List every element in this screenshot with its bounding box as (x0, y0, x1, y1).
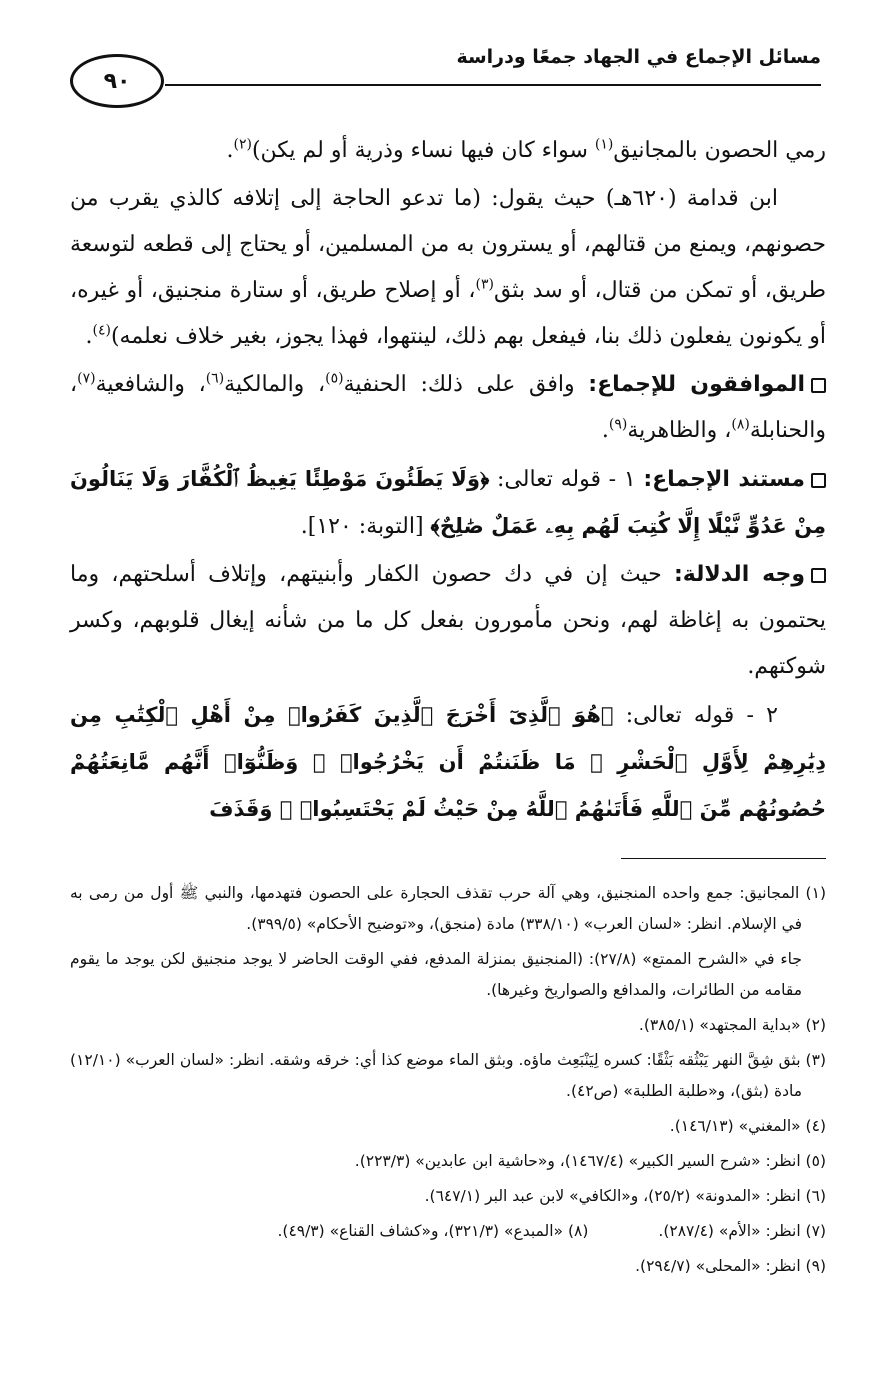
footnote-ref-2: (٢) (233, 136, 252, 153)
text-span: وافق على ذلك: الحنفية (343, 372, 589, 397)
text-span: ، أو إصلاح طريق، أو ستارة منجنيق، أو غيره، أو يكونون يفعلون ذلك بنا، فيفعل بهم ذلك، لينتهوا، فهذا يجوز، بغير خلاف نعلمه) (70, 278, 826, 349)
section-heading: الموافقون للإجماع: (588, 372, 805, 397)
footnote-row-7-8 (70, 1216, 826, 1247)
footnote-separator (621, 858, 826, 859)
paragraph-1 (70, 128, 826, 174)
footnote-ref-7: (٧) (77, 370, 96, 387)
paragraph-evidence (70, 552, 826, 690)
page-number (70, 54, 164, 108)
verse-reference: [التوبة: ١٢٠]. (300, 514, 431, 539)
page-number-text: ٩٠ (103, 68, 131, 94)
paragraph-2 (70, 176, 826, 360)
footnote-ref-8: (٨) (731, 416, 750, 433)
footnote-ref-4: (٤) (92, 322, 111, 339)
footnote-ref-1: (١) (594, 136, 614, 153)
main-text (70, 128, 826, 835)
paragraph-verse-2 (70, 692, 826, 833)
section-heading: وجه الدلالة: (673, 562, 805, 587)
text-span: ابن قدامة (٦٢٠هـ) حيث يقول: (ما تدعو الحاجة إلى إتلافه كالذي يقرب من حصونهم، ويمنع من قتالهم، أو يسترون به من المسلمين، أو يحتاج إلى قطعه لتوسعة طريق، أو تمكن من قتال، أو سد بثق (70, 186, 827, 303)
footnote-1-continued: جاء في «الشرح الممتع» (٢٧/٨): (المنجنيق بمنزلة المدفع، ففي الوقت الحاضر لا يوجد منجنيق لكن يوجد ما يقوم مقامه من الطائرات، والمدافع والصواريخ وغيرها). (70, 950, 802, 999)
text-span: ١ - قوله تعالى: (489, 467, 644, 492)
text-span: ، والحنابلة (70, 372, 826, 443)
square-bullet-icon (811, 473, 826, 488)
footnotes (70, 878, 826, 1286)
footnote-3: (٣) بثق شِقَّ النهر يَبْثُقه بَثْقًا: كسره لِيَنْبَعِث ماؤه. وبثق الماء موضع كذا أي: خرقه وشقه. انظر: «لسان العرب» (١٢/١٠) مادة (بثق)، و«طلبة الطلبة» (ص٤٢). (70, 1051, 826, 1100)
text-span: ، والشافعية (95, 372, 206, 397)
footnote-ref-3: (٣) (475, 276, 494, 293)
text-span: . (226, 138, 234, 163)
paragraph-consensus-basis (70, 456, 826, 550)
footnote-4: (٤) «المغني» (١٤٦/١٣). (669, 1117, 826, 1135)
header-rule (165, 84, 821, 86)
quran-verse: ﴿وَلَا يَطَئُونَ مَوْطِئًا يَغِيظُ ٱلْكُفَّارَ وَلَا يَنَالُونَ مِنْ عَدُوٍّ نَّيْلًا إِلَّا كُتِبَ لَهُم بِهِۦ عَمَلٌ صَٰلِحٌ﴾ (70, 467, 826, 538)
quran-verse: ﴿هُوَ ٱلَّذِىٓ أَخْرَجَ ٱلَّذِينَ كَفَرُوا۟ مِنْ أَهْلِ ٱلْكِتَٰبِ مِن دِيَٰرِهِمْ لِأَوَّلِ ٱلْحَشْرِ ۚ مَا ظَنَنتُمْ أَن يَخْرُجُوا۟ ۖ وَظَنُّوٓا۟ أَنَّهُم مَّانِعَتُهُمْ حُصُونُهُم مِّنَ ٱللَّهِ فَأَتَىٰهُمُ ٱللَّهُ مِنْ حَيْثُ لَمْ يَحْتَسِبُوا۟ ۖ وَقَذَفَ (70, 703, 826, 821)
footnote-2: (٢) «بداية المجتهد» (٣٨٥/١). (638, 1016, 826, 1034)
footnote-9: (٩) انظر: «المحلى» (٢٩٤/٧). (635, 1257, 826, 1275)
square-bullet-icon (811, 378, 826, 393)
text-span: . (601, 418, 609, 443)
section-heading: مستند الإجماع: (643, 467, 805, 492)
footnote-7: (٧) انظر: «الأم» (٢٨٧/٤). (658, 1222, 826, 1240)
footnote-1: (١) المجانيق: جمع واحده المنجنيق، وهي آلة حرب تقذف الحجارة على الحصون فتهدمها، والنبي ﷺ أول من رمى به في الإسلام. انظر: «لسان العرب» (٣٣٨/١٠) مادة (منجق)، و«توضيح الأحكام» (٣٩٩/٥). (70, 884, 826, 933)
text-span: ٢ - قوله تعالى: (613, 703, 778, 728)
text-span: . (85, 324, 93, 349)
page-header (70, 40, 821, 102)
footnote-6: (٦) انظر: «المدونة» (٢٥/٢)، و«الكافي» لابن عبد البر (٦٤٧/١). (424, 1187, 826, 1205)
text-span: رمي الحصون بالمجانيق (613, 138, 826, 163)
paragraph-consensus-agreers (70, 362, 826, 454)
footnote-ref-6: (٦) (205, 370, 225, 387)
text-span: سواء كان فيها نساء وذرية أو لم يكن) (251, 138, 595, 163)
running-title: مسائل الإجماع في الجهاد جمعًا ودراسة (456, 46, 821, 68)
square-bullet-icon (811, 568, 826, 583)
text-span: حيث إن في دك حصون الكفار وأبنيتهم، وإتلاف أسلحتهم، وما يحتمون به إغاظة لهم، ونحن مأمورون بفعل كل ما من شأنه إيغال قلوبهم، وكسر شوكتهم. (70, 562, 826, 679)
footnote-5: (٥) انظر: «شرح السير الكبير» (١٤٦٧/٤)، و«حاشية ابن عابدين» (٢٢٣/٣). (354, 1152, 826, 1170)
footnote-ref-5: (٥) (325, 370, 344, 387)
footnote-8: (٨) «المبدع» (٣٢١/٣)، و«كشاف القناع» (٤٩/٣). (277, 1222, 589, 1240)
text-span: ، والظاهرية (627, 418, 732, 443)
footnote-ref-9: (٩) (608, 416, 628, 433)
text-span: ، والمالكية (224, 372, 326, 397)
